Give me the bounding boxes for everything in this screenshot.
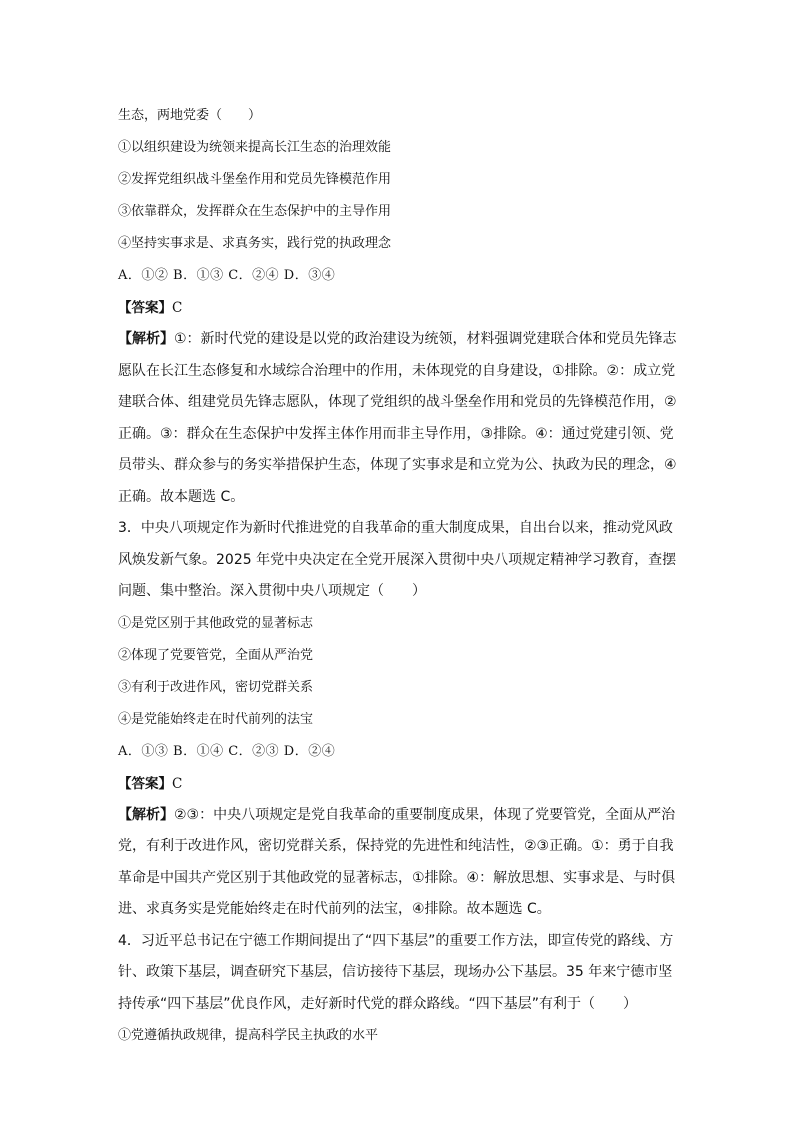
analysis-line: 员带头、群众参与的务实举措保护生态，体现了实事求是和立党为公、执政为民的理念，④	[118, 457, 677, 473]
analysis-line: 建联合体、组建党员先锋志愿队，体现了党组织的战斗堡垒作用和党员的先锋模范作用，②	[118, 394, 677, 410]
q3-option-3: ③有利于改进作风，密切党群关系	[118, 679, 314, 695]
q3-stem	[118, 513, 678, 608]
analysis-label: 【解析】	[118, 806, 174, 823]
answer-value: C	[172, 775, 183, 792]
q2-option-2: ②发挥党组织战斗堡垒作用和党员先锋模范作用	[118, 172, 392, 187]
document-page	[118, 100, 678, 1052]
answer-value: C	[172, 300, 183, 316]
stem-line: 4．习近平总书记在宁德工作期间提出了“四下基层”的重要工作方法，即宣传党的路线、方	[118, 932, 674, 949]
q2-analysis	[118, 324, 678, 513]
analysis-line: 党，有利于改进作风，密切党群关系，保持党的先进性和纯洁性，②③正确。①：勇于自我	[118, 838, 674, 854]
analysis-text: ①：新时代党的建设是以党的政治建设为统领，材料强调党建联合体和党员先锋志	[174, 331, 677, 347]
q2-choices: A．①② B．①③ C．②④ D．③④	[118, 268, 336, 283]
analysis-line: 正确。故本题选 C。	[118, 488, 245, 505]
stem-line: 风焕发新气象。2025 年党中央决定在全党开展深入贯彻中央八项规定精神学习教育，查摆	[118, 551, 677, 568]
q3-option-1: ①是党区别于其他政党的显著标志	[118, 615, 314, 631]
q2-option-1: ①以组织建设为统领来提高长江生态的治理效能	[118, 140, 392, 155]
q3-option-4: ④是党能始终走在时代前列的法宝	[118, 711, 314, 727]
q3-option-2: ②体现了党要管党，全面从严治党	[118, 647, 314, 663]
analysis-line: 正确。③：群众在生态保护中发挥主体作用而非主导作用，③排除。④：通过党建引领、党	[118, 425, 674, 442]
q2-option-3: ③依靠群众，发挥群众在生态保护中的主导作用	[118, 204, 392, 219]
stem-line: 问题、集中整治。深入贯彻中央八项规定（ ）	[118, 583, 426, 599]
answer-label: 【答案】	[118, 300, 172, 316]
q4-stem	[118, 926, 678, 1021]
q3-analysis	[118, 800, 678, 926]
q3-answer	[118, 768, 678, 800]
answer-label: 【答案】	[118, 775, 172, 792]
analysis-text: ②③：中央八项规定是党自我革命的重要制度成果，体现了党要管党，全面从严治	[174, 806, 676, 823]
analysis-line: 革命是中国共产党区别于其他政党的显著标志，①排除。④：解放思想、实事求是、与时俱	[118, 869, 676, 886]
analysis-line	[118, 800, 678, 832]
analysis-line: 愿队在长江生态修复和水域综合治理中的作用，未体现党的自身建设，①排除。②：成立党	[118, 362, 676, 379]
q2-answer	[118, 292, 678, 324]
stem-line: 持传承“四下基层”优良作风，走好新时代党的群众路线。“四下基层”有利于（ ）	[118, 995, 638, 1012]
analysis-line	[118, 324, 678, 356]
q3-choices: A．①③ B．①④ C．②③ D．②④	[118, 743, 336, 759]
stem-line: 3．中央八项规定作为新时代推进党的自我革命的重大制度成果，自出台以来，推动党风政	[118, 520, 673, 536]
q2-stem-end: 生态，两地党委（ ）	[118, 108, 262, 123]
stem-line: 针、政策下基层，调查研究下基层，信访接待下基层，现场办公下基层。35 年来宁德市坚	[118, 964, 673, 980]
analysis-label: 【解析】	[118, 331, 174, 347]
q4-option-1: ①党遵循执政规律，提高科学民主执政的水平	[118, 1028, 379, 1043]
analysis-line: 进、求真务实是党能始终走在时代前列的法宝，④排除。故本题选 C。	[118, 901, 551, 917]
q2-option-4: ④坚持实事求是、求真务实，践行党的执政理念	[118, 236, 392, 251]
